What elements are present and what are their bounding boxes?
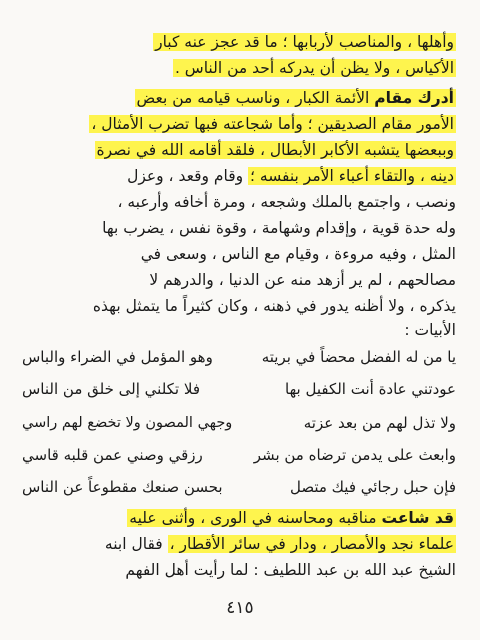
text-line — [24, 138, 456, 162]
text-line: مصالحهم ، لم ير أزهد منه عن الدنيا ، والدرهم لا — [149, 271, 456, 289]
text-line: يذكره ، ولا أظنه يدور في ذهنه ، وكان كثيراً ما يتمثل بهذه — [92, 297, 456, 315]
highlighted-text: الأكياس ، ولا يظن أن يدركه أحد من الناس . — [174, 59, 454, 77]
text-line: الشيخ عبد الله بن عبد اللطيف : لما رأيت أهل الفهم — [125, 561, 456, 579]
verse-first-half: فإن حبل رجائي فيك متصل — [289, 478, 456, 496]
verse-first-half: عودتني عادة أنت الكفيل بها — [285, 380, 456, 398]
verse-first-half: وابعث على يدمن ترضاه من بشر — [253, 446, 456, 464]
highlighted-text: الأئمة الكبار ، وناسب قيامه من بعض — [136, 89, 375, 107]
text-line-rest: وقام وقعد ، وعزل — [127, 167, 249, 185]
highlighted-text: مناقبه ومحاسنه في الورى ، وأثنى عليه — [129, 509, 382, 527]
text-line — [24, 112, 456, 136]
text-line-rest: فقال ابنه — [104, 535, 168, 553]
bold-lead: قد شاعت — [381, 509, 454, 527]
highlighted-text: دينه ، والتقاء أعباء الأمر بنفسه ؛ — [250, 167, 454, 185]
text-line — [24, 506, 456, 530]
verse-second-half: بحسن صنعك مقطوعاً عن الناس — [22, 478, 223, 496]
text-line — [24, 56, 456, 80]
highlighted-text: وأهلها ، والمناصب لأربابها ؛ ما قد عجز عنه كبار — [155, 33, 454, 51]
verse-second-half: وهو المؤمل في الضراء والباس — [22, 348, 213, 366]
verse-second-half: رزقي وصني عمن قلبه قاسي — [22, 446, 203, 464]
bold-lead: أدرك مقام — [374, 89, 454, 107]
text-line: المثل ، وفيه مروءة ، وقيام مع الناس ، وسعى في — [140, 245, 456, 263]
text-line: الأبيات : — [404, 321, 456, 339]
highlighted-text: وببعضها يتشبه الأكابر الأبطال ، فلقد أقامه الله في نصرة — [96, 141, 454, 159]
verse-second-half: وجهي المصون ولا تخضع لهم راسي — [22, 415, 233, 431]
text-line — [24, 164, 456, 188]
text-line — [24, 86, 456, 110]
verse-first-half: يا من له الفضل محضاً في بريته — [261, 348, 456, 366]
page-number: ٤١٥ — [226, 598, 254, 618]
text-line — [24, 30, 456, 54]
verse-second-half: فلا تكلني إلى خلق من الناس — [22, 380, 201, 398]
verse-first-half: ولا تذل لهم من بعد عزته — [303, 414, 456, 432]
text-line — [24, 532, 456, 556]
highlighted-text: علماء نجد والأمصار ، ودار في سائر الأقطار ، — [169, 535, 454, 553]
text-line: وله حدة قوية ، وإقدام وشهامة ، وقوة نفس ، يضرب بها — [102, 219, 456, 237]
highlighted-text: الأمور مقام الصديقين ؛ وأما شجاعته فبها تضرب الأمثال ، — [91, 115, 454, 133]
text-line: ونصب ، واجتمع بالملك وشجعه ، ومرة أخافه وأرعبه ، — [117, 193, 456, 211]
